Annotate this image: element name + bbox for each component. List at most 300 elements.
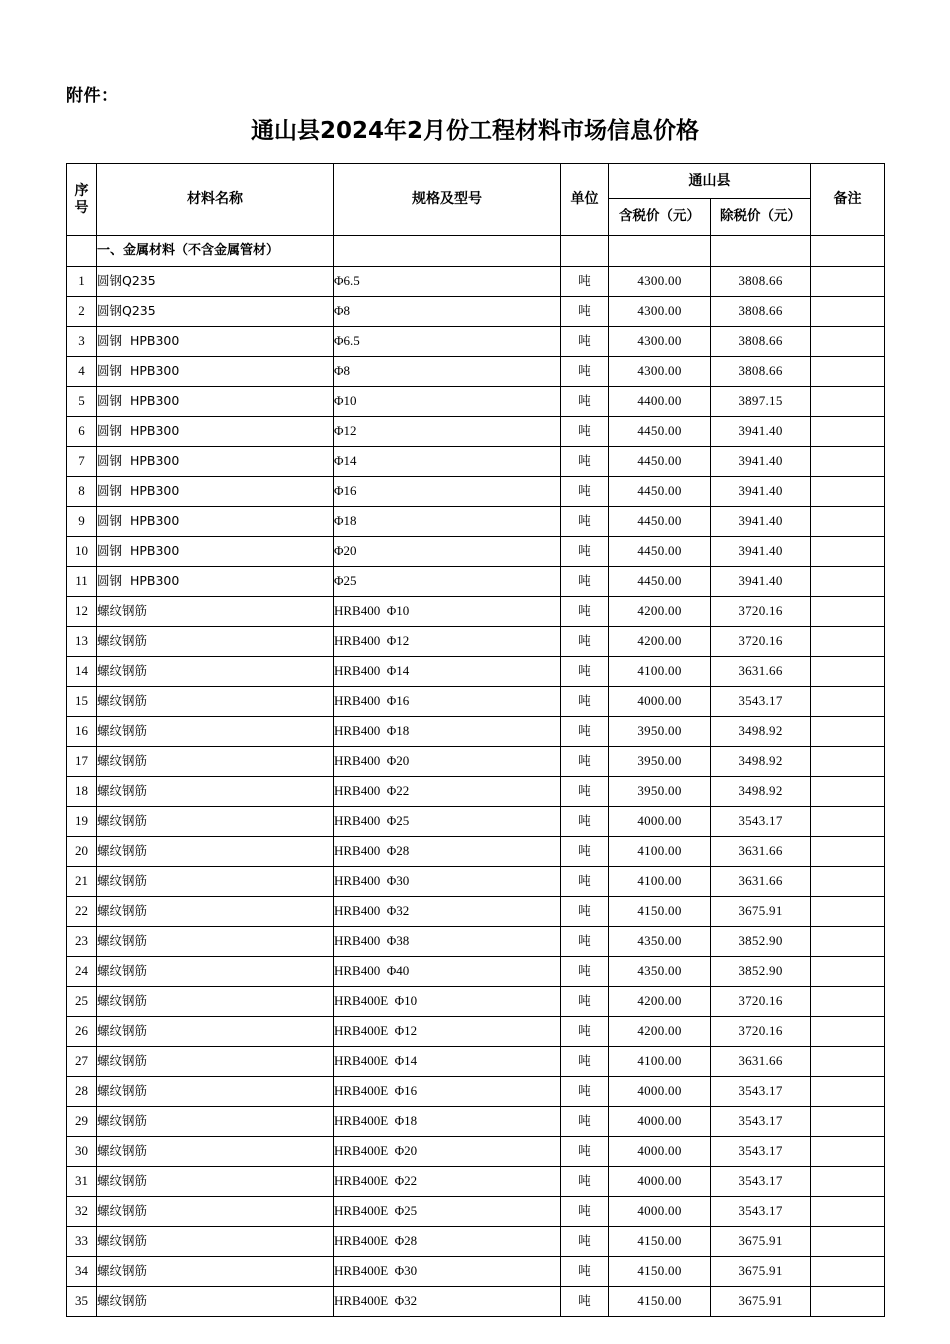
row-seq: 8 bbox=[67, 477, 97, 507]
row-price-excl-tax: 3675.91 bbox=[711, 1257, 811, 1287]
row-unit: 吨 bbox=[561, 717, 609, 747]
row-seq: 6 bbox=[67, 417, 97, 447]
row-spec-model: Φ18 bbox=[334, 507, 561, 537]
row-seq: 1 bbox=[67, 267, 97, 297]
row-unit: 吨 bbox=[561, 507, 609, 537]
table-row bbox=[67, 1257, 885, 1287]
row-unit: 吨 bbox=[561, 477, 609, 507]
row-remark bbox=[811, 1047, 885, 1077]
row-price-incl-tax: 4450.00 bbox=[609, 477, 711, 507]
row-material-name: 螺纹钢筋 bbox=[97, 1167, 334, 1197]
column-header-price-incl-tax: 含税价（元） bbox=[609, 199, 711, 236]
row-unit: 吨 bbox=[561, 267, 609, 297]
row-seq: 35 bbox=[67, 1287, 97, 1317]
row-material-name: 螺纹钢筋 bbox=[97, 777, 334, 807]
row-price-excl-tax: 3808.66 bbox=[711, 267, 811, 297]
row-seq: 25 bbox=[67, 987, 97, 1017]
row-spec-model: HRB400E Φ25 bbox=[334, 1197, 561, 1227]
row-remark bbox=[811, 357, 885, 387]
row-spec-model: HRB400 Φ18 bbox=[334, 717, 561, 747]
row-price-incl-tax: 4150.00 bbox=[609, 1287, 711, 1317]
row-price-excl-tax: 3543.17 bbox=[711, 807, 811, 837]
row-material-name: 螺纹钢筋 bbox=[97, 717, 334, 747]
row-price-incl-tax: 4200.00 bbox=[609, 627, 711, 657]
row-remark bbox=[811, 987, 885, 1017]
seq-header-line2: 号 bbox=[74, 199, 89, 216]
row-seq: 7 bbox=[67, 447, 97, 477]
row-spec-model: Φ6.5 bbox=[334, 327, 561, 357]
row-spec-model: HRB400E Φ16 bbox=[334, 1077, 561, 1107]
row-spec-model: Φ25 bbox=[334, 567, 561, 597]
row-spec-model: HRB400E Φ28 bbox=[334, 1227, 561, 1257]
table-row bbox=[67, 1017, 885, 1047]
row-seq: 9 bbox=[67, 507, 97, 537]
table-row bbox=[67, 897, 885, 927]
row-unit: 吨 bbox=[561, 327, 609, 357]
row-seq: 24 bbox=[67, 957, 97, 987]
row-price-incl-tax: 4450.00 bbox=[609, 447, 711, 477]
row-price-incl-tax: 4000.00 bbox=[609, 807, 711, 837]
row-price-incl-tax: 4300.00 bbox=[609, 327, 711, 357]
row-material-name: 螺纹钢筋 bbox=[97, 867, 334, 897]
row-remark bbox=[811, 417, 885, 447]
row-material-name: 圆钢 HPB300 bbox=[97, 327, 334, 357]
row-price-excl-tax: 3498.92 bbox=[711, 777, 811, 807]
row-remark bbox=[811, 897, 885, 927]
row-material-name: 螺纹钢筋 bbox=[97, 1197, 334, 1227]
table-row bbox=[67, 627, 885, 657]
row-material-name: 圆钢 HPB300 bbox=[97, 357, 334, 387]
category-row bbox=[67, 236, 885, 267]
row-seq: 19 bbox=[67, 807, 97, 837]
row-spec-model: Φ8 bbox=[334, 357, 561, 387]
row-material-name: 螺纹钢筋 bbox=[97, 957, 334, 987]
row-unit: 吨 bbox=[561, 597, 609, 627]
row-remark bbox=[811, 1107, 885, 1137]
row-seq: 23 bbox=[67, 927, 97, 957]
row-price-excl-tax: 3852.90 bbox=[711, 957, 811, 987]
row-price-incl-tax: 4150.00 bbox=[609, 897, 711, 927]
row-seq: 3 bbox=[67, 327, 97, 357]
row-unit: 吨 bbox=[561, 897, 609, 927]
row-remark bbox=[811, 807, 885, 837]
row-price-incl-tax: 4200.00 bbox=[609, 1017, 711, 1047]
row-remark bbox=[811, 777, 885, 807]
attachment-label: 附件： bbox=[66, 86, 119, 106]
table-row bbox=[67, 957, 885, 987]
row-spec-model: HRB400E Φ14 bbox=[334, 1047, 561, 1077]
table-row bbox=[67, 417, 885, 447]
row-unit: 吨 bbox=[561, 987, 609, 1017]
row-spec-model: HRB400 Φ38 bbox=[334, 927, 561, 957]
column-header-remark: 备注 bbox=[811, 164, 885, 236]
row-material-name: 螺纹钢筋 bbox=[97, 1077, 334, 1107]
row-remark bbox=[811, 267, 885, 297]
row-unit: 吨 bbox=[561, 1257, 609, 1287]
row-price-excl-tax: 3631.66 bbox=[711, 837, 811, 867]
row-price-excl-tax: 3498.92 bbox=[711, 717, 811, 747]
column-header-unit: 单位 bbox=[561, 164, 609, 236]
table-row bbox=[67, 1167, 885, 1197]
row-seq: 13 bbox=[67, 627, 97, 657]
row-spec-model: HRB400 Φ32 bbox=[334, 897, 561, 927]
row-price-incl-tax: 4100.00 bbox=[609, 657, 711, 687]
column-header-price-excl-tax: 除税价（元） bbox=[711, 199, 811, 236]
table-row bbox=[67, 1107, 885, 1137]
row-remark bbox=[811, 1137, 885, 1167]
row-remark bbox=[811, 1257, 885, 1287]
row-spec-model: HRB400 Φ22 bbox=[334, 777, 561, 807]
row-price-excl-tax: 3631.66 bbox=[711, 1047, 811, 1077]
table-row bbox=[67, 1197, 885, 1227]
table-row bbox=[67, 1137, 885, 1167]
row-seq: 4 bbox=[67, 357, 97, 387]
row-price-incl-tax: 4100.00 bbox=[609, 867, 711, 897]
row-spec-model: Φ6.5 bbox=[334, 267, 561, 297]
table-row bbox=[67, 747, 885, 777]
row-unit: 吨 bbox=[561, 357, 609, 387]
row-seq: 10 bbox=[67, 537, 97, 567]
row-remark bbox=[811, 867, 885, 897]
row-seq: 17 bbox=[67, 747, 97, 777]
row-material-name: 圆钢 HPB300 bbox=[97, 387, 334, 417]
row-spec-model: HRB400 Φ10 bbox=[334, 597, 561, 627]
row-price-incl-tax: 4000.00 bbox=[609, 1077, 711, 1107]
row-price-incl-tax: 4450.00 bbox=[609, 507, 711, 537]
row-material-name: 螺纹钢筋 bbox=[97, 687, 334, 717]
table-row bbox=[67, 1227, 885, 1257]
row-price-excl-tax: 3631.66 bbox=[711, 867, 811, 897]
row-spec-model: HRB400 Φ25 bbox=[334, 807, 561, 837]
row-price-incl-tax: 4200.00 bbox=[609, 597, 711, 627]
row-material-name: 螺纹钢筋 bbox=[97, 1287, 334, 1317]
table-row bbox=[67, 1077, 885, 1107]
row-remark bbox=[811, 297, 885, 327]
row-material-name: 螺纹钢筋 bbox=[97, 597, 334, 627]
table-row bbox=[67, 357, 885, 387]
row-seq: 34 bbox=[67, 1257, 97, 1287]
row-unit: 吨 bbox=[561, 657, 609, 687]
row-unit: 吨 bbox=[561, 837, 609, 867]
category-unit-cell bbox=[561, 236, 609, 267]
row-material-name: 圆钢Q235 bbox=[97, 297, 334, 327]
row-seq: 2 bbox=[67, 297, 97, 327]
row-material-name: 圆钢Q235 bbox=[97, 267, 334, 297]
row-remark bbox=[811, 687, 885, 717]
material-price-table bbox=[66, 163, 885, 1317]
row-price-excl-tax: 3897.15 bbox=[711, 387, 811, 417]
row-price-excl-tax: 3941.40 bbox=[711, 417, 811, 447]
row-remark bbox=[811, 447, 885, 477]
row-price-excl-tax: 3543.17 bbox=[711, 1107, 811, 1137]
row-material-name: 螺纹钢筋 bbox=[97, 927, 334, 957]
row-price-incl-tax: 4000.00 bbox=[609, 1107, 711, 1137]
row-price-incl-tax: 4150.00 bbox=[609, 1227, 711, 1257]
row-seq: 20 bbox=[67, 837, 97, 867]
row-remark bbox=[811, 1017, 885, 1047]
row-unit: 吨 bbox=[561, 1047, 609, 1077]
row-price-excl-tax: 3543.17 bbox=[711, 687, 811, 717]
row-material-name: 螺纹钢筋 bbox=[97, 627, 334, 657]
table-header bbox=[67, 164, 885, 236]
table-row bbox=[67, 387, 885, 417]
row-seq: 28 bbox=[67, 1077, 97, 1107]
row-price-excl-tax: 3675.91 bbox=[711, 897, 811, 927]
row-remark bbox=[811, 957, 885, 987]
row-material-name: 螺纹钢筋 bbox=[97, 1107, 334, 1137]
row-material-name: 螺纹钢筋 bbox=[97, 1017, 334, 1047]
row-price-excl-tax: 3720.16 bbox=[711, 1017, 811, 1047]
row-unit: 吨 bbox=[561, 777, 609, 807]
row-seq: 21 bbox=[67, 867, 97, 897]
row-material-name: 圆钢 HPB300 bbox=[97, 447, 334, 477]
row-unit: 吨 bbox=[561, 927, 609, 957]
row-unit: 吨 bbox=[561, 747, 609, 777]
table-row bbox=[67, 447, 885, 477]
row-unit: 吨 bbox=[561, 807, 609, 837]
row-price-incl-tax: 4300.00 bbox=[609, 357, 711, 387]
row-price-excl-tax: 3543.17 bbox=[711, 1167, 811, 1197]
row-unit: 吨 bbox=[561, 627, 609, 657]
category-label: 一、金属材料（不含金属管材） bbox=[97, 236, 334, 267]
row-price-excl-tax: 3543.17 bbox=[711, 1077, 811, 1107]
row-material-name: 螺纹钢筋 bbox=[97, 987, 334, 1017]
row-material-name: 圆钢 HPB300 bbox=[97, 507, 334, 537]
category-incl-cell bbox=[609, 236, 711, 267]
category-seq-cell bbox=[67, 236, 97, 267]
row-unit: 吨 bbox=[561, 1017, 609, 1047]
row-price-incl-tax: 3950.00 bbox=[609, 747, 711, 777]
row-price-incl-tax: 4300.00 bbox=[609, 267, 711, 297]
row-unit: 吨 bbox=[561, 687, 609, 717]
row-spec-model: Φ16 bbox=[334, 477, 561, 507]
row-seq: 16 bbox=[67, 717, 97, 747]
row-seq: 30 bbox=[67, 1137, 97, 1167]
row-price-excl-tax: 3808.66 bbox=[711, 297, 811, 327]
row-seq: 12 bbox=[67, 597, 97, 627]
table-row bbox=[67, 297, 885, 327]
row-seq: 31 bbox=[67, 1167, 97, 1197]
row-material-name: 圆钢 HPB300 bbox=[97, 477, 334, 507]
row-spec-model: HRB400E Φ22 bbox=[334, 1167, 561, 1197]
row-spec-model: HRB400 Φ28 bbox=[334, 837, 561, 867]
row-price-incl-tax: 4000.00 bbox=[609, 1137, 711, 1167]
seq-header-line1: 序 bbox=[74, 183, 89, 200]
row-price-incl-tax: 4100.00 bbox=[609, 837, 711, 867]
row-seq: 5 bbox=[67, 387, 97, 417]
row-price-excl-tax: 3543.17 bbox=[711, 1137, 811, 1167]
row-material-name: 螺纹钢筋 bbox=[97, 657, 334, 687]
row-unit: 吨 bbox=[561, 297, 609, 327]
row-spec-model: HRB400E Φ18 bbox=[334, 1107, 561, 1137]
row-price-excl-tax: 3498.92 bbox=[711, 747, 811, 777]
table-body bbox=[67, 236, 885, 1317]
row-remark bbox=[811, 327, 885, 357]
table-row bbox=[67, 327, 885, 357]
table-row bbox=[67, 267, 885, 297]
row-remark bbox=[811, 1167, 885, 1197]
row-seq: 14 bbox=[67, 657, 97, 687]
row-material-name: 螺纹钢筋 bbox=[97, 807, 334, 837]
table-row bbox=[67, 687, 885, 717]
row-material-name: 螺纹钢筋 bbox=[97, 747, 334, 777]
row-price-excl-tax: 3720.16 bbox=[711, 627, 811, 657]
row-unit: 吨 bbox=[561, 957, 609, 987]
row-remark bbox=[811, 747, 885, 777]
row-price-incl-tax: 4450.00 bbox=[609, 537, 711, 567]
row-spec-model: HRB400E Φ10 bbox=[334, 987, 561, 1017]
table-row bbox=[67, 717, 885, 747]
row-unit: 吨 bbox=[561, 537, 609, 567]
table-row bbox=[67, 567, 885, 597]
row-price-incl-tax: 4350.00 bbox=[609, 957, 711, 987]
row-seq: 32 bbox=[67, 1197, 97, 1227]
row-unit: 吨 bbox=[561, 1197, 609, 1227]
category-remark-cell bbox=[811, 236, 885, 267]
row-seq: 22 bbox=[67, 897, 97, 927]
row-unit: 吨 bbox=[561, 387, 609, 417]
row-material-name: 圆钢 HPB300 bbox=[97, 417, 334, 447]
column-header-seq bbox=[67, 164, 97, 236]
row-price-excl-tax: 3675.91 bbox=[711, 1227, 811, 1257]
row-spec-model: HRB400 Φ30 bbox=[334, 867, 561, 897]
row-spec-model: HRB400 Φ20 bbox=[334, 747, 561, 777]
column-header-spec-model: 规格及型号 bbox=[334, 164, 561, 236]
table-row bbox=[67, 477, 885, 507]
row-price-incl-tax: 3950.00 bbox=[609, 777, 711, 807]
row-price-incl-tax: 4150.00 bbox=[609, 1257, 711, 1287]
column-header-material-name: 材料名称 bbox=[97, 164, 334, 236]
row-spec-model: HRB400 Φ12 bbox=[334, 627, 561, 657]
row-price-incl-tax: 4000.00 bbox=[609, 1167, 711, 1197]
row-remark bbox=[811, 477, 885, 507]
row-remark bbox=[811, 387, 885, 417]
row-unit: 吨 bbox=[561, 1137, 609, 1167]
row-unit: 吨 bbox=[561, 447, 609, 477]
row-spec-model: HRB400 Φ14 bbox=[334, 657, 561, 687]
row-spec-model: Φ12 bbox=[334, 417, 561, 447]
row-material-name: 圆钢 HPB300 bbox=[97, 567, 334, 597]
row-spec-model: Φ10 bbox=[334, 387, 561, 417]
row-price-incl-tax: 4300.00 bbox=[609, 297, 711, 327]
table-row bbox=[67, 867, 885, 897]
table-row bbox=[67, 507, 885, 537]
row-unit: 吨 bbox=[561, 867, 609, 897]
column-header-region-group: 通山县 bbox=[609, 164, 811, 199]
row-remark bbox=[811, 657, 885, 687]
row-seq: 18 bbox=[67, 777, 97, 807]
row-remark bbox=[811, 537, 885, 567]
row-unit: 吨 bbox=[561, 1227, 609, 1257]
table-row bbox=[67, 1287, 885, 1317]
row-remark bbox=[811, 717, 885, 747]
row-spec-model: HRB400E Φ32 bbox=[334, 1287, 561, 1317]
row-remark bbox=[811, 927, 885, 957]
row-seq: 29 bbox=[67, 1107, 97, 1137]
row-spec-model: HRB400E Φ20 bbox=[334, 1137, 561, 1167]
row-material-name: 螺纹钢筋 bbox=[97, 897, 334, 927]
table-row bbox=[67, 927, 885, 957]
row-price-incl-tax: 3950.00 bbox=[609, 717, 711, 747]
row-spec-model: HRB400E Φ30 bbox=[334, 1257, 561, 1287]
row-spec-model: HRB400E Φ12 bbox=[334, 1017, 561, 1047]
row-remark bbox=[811, 837, 885, 867]
row-seq: 26 bbox=[67, 1017, 97, 1047]
row-price-excl-tax: 3852.90 bbox=[711, 927, 811, 957]
row-price-incl-tax: 4000.00 bbox=[609, 687, 711, 717]
row-spec-model: HRB400 Φ40 bbox=[334, 957, 561, 987]
row-spec-model: Φ8 bbox=[334, 297, 561, 327]
row-unit: 吨 bbox=[561, 1167, 609, 1197]
row-price-incl-tax: 4350.00 bbox=[609, 927, 711, 957]
row-seq: 15 bbox=[67, 687, 97, 717]
row-unit: 吨 bbox=[561, 567, 609, 597]
row-price-incl-tax: 4200.00 bbox=[609, 987, 711, 1017]
row-spec-model: Φ14 bbox=[334, 447, 561, 477]
row-material-name: 螺纹钢筋 bbox=[97, 1137, 334, 1167]
row-price-excl-tax: 3675.91 bbox=[711, 1287, 811, 1317]
row-seq: 11 bbox=[67, 567, 97, 597]
row-remark bbox=[811, 1227, 885, 1257]
row-price-incl-tax: 4450.00 bbox=[609, 567, 711, 597]
page-title: 通山县2024年2月份工程材料市场信息价格 bbox=[250, 118, 700, 144]
row-material-name: 螺纹钢筋 bbox=[97, 1227, 334, 1257]
row-material-name: 螺纹钢筋 bbox=[97, 837, 334, 867]
row-price-excl-tax: 3941.40 bbox=[711, 567, 811, 597]
row-price-excl-tax: 3941.40 bbox=[711, 447, 811, 477]
row-price-excl-tax: 3941.40 bbox=[711, 477, 811, 507]
row-price-incl-tax: 4450.00 bbox=[609, 417, 711, 447]
row-material-name: 螺纹钢筋 bbox=[97, 1257, 334, 1287]
row-price-excl-tax: 3808.66 bbox=[711, 357, 811, 387]
row-unit: 吨 bbox=[561, 1107, 609, 1137]
table-row bbox=[67, 537, 885, 567]
row-material-name: 圆钢 HPB300 bbox=[97, 537, 334, 567]
row-price-incl-tax: 4100.00 bbox=[609, 1047, 711, 1077]
row-seq: 27 bbox=[67, 1047, 97, 1077]
row-remark bbox=[811, 627, 885, 657]
table-row bbox=[67, 657, 885, 687]
row-remark bbox=[811, 567, 885, 597]
row-price-excl-tax: 3941.40 bbox=[711, 507, 811, 537]
table-row bbox=[67, 837, 885, 867]
row-unit: 吨 bbox=[561, 1287, 609, 1317]
row-price-excl-tax: 3720.16 bbox=[711, 597, 811, 627]
row-spec-model: HRB400 Φ16 bbox=[334, 687, 561, 717]
category-excl-cell bbox=[711, 236, 811, 267]
row-material-name: 螺纹钢筋 bbox=[97, 1047, 334, 1077]
row-price-excl-tax: 3941.40 bbox=[711, 537, 811, 567]
table-row bbox=[67, 987, 885, 1017]
row-spec-model: Φ20 bbox=[334, 537, 561, 567]
row-price-excl-tax: 3720.16 bbox=[711, 987, 811, 1017]
table-row bbox=[67, 597, 885, 627]
row-remark bbox=[811, 597, 885, 627]
category-spec-cell bbox=[334, 236, 561, 267]
row-price-incl-tax: 4000.00 bbox=[609, 1197, 711, 1227]
row-price-excl-tax: 3543.17 bbox=[711, 1197, 811, 1227]
row-unit: 吨 bbox=[561, 417, 609, 447]
row-price-excl-tax: 3631.66 bbox=[711, 657, 811, 687]
row-remark bbox=[811, 1197, 885, 1227]
table-row bbox=[67, 777, 885, 807]
row-remark bbox=[811, 1287, 885, 1317]
row-remark bbox=[811, 507, 885, 537]
table-row bbox=[67, 807, 885, 837]
table-row bbox=[67, 1047, 885, 1077]
row-seq: 33 bbox=[67, 1227, 97, 1257]
row-unit: 吨 bbox=[561, 1077, 609, 1107]
